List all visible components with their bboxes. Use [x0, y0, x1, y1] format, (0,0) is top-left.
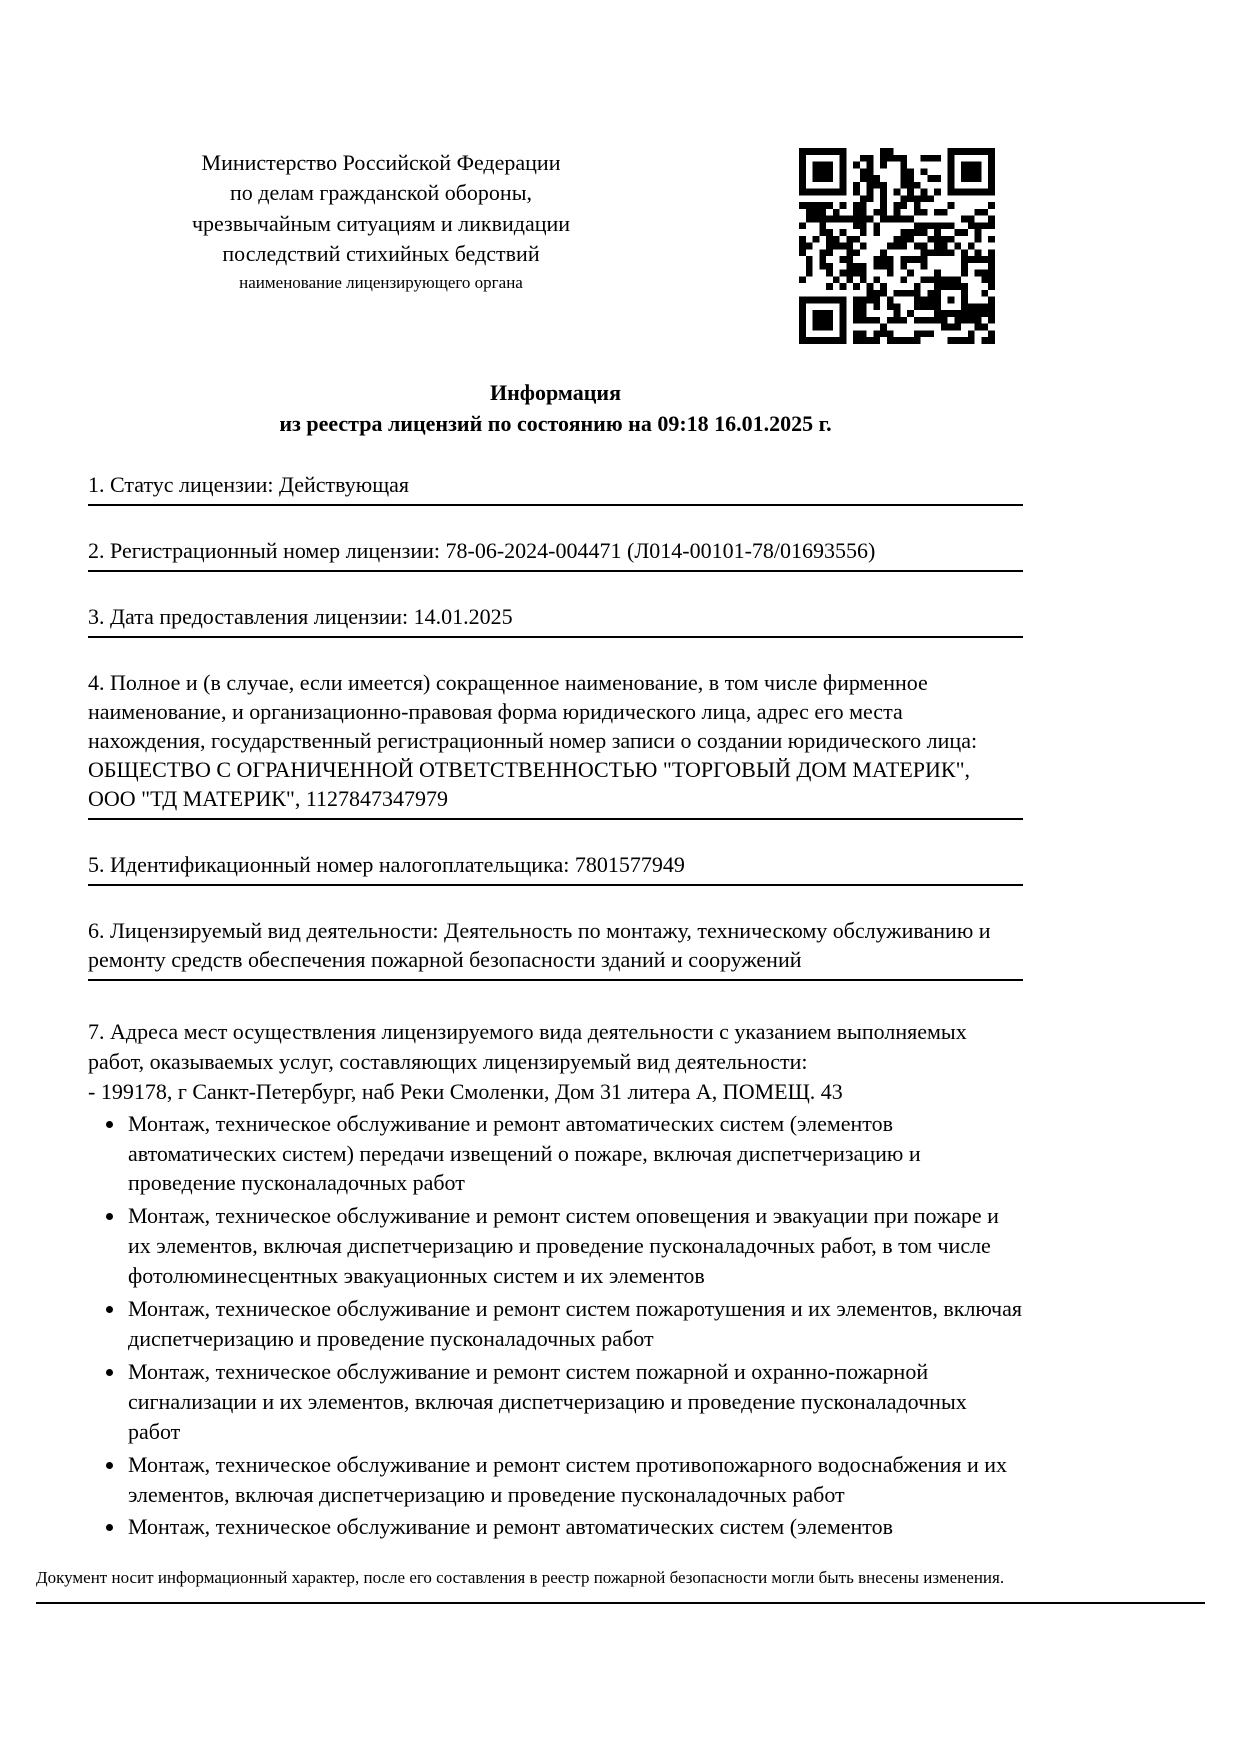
title-line-1: Информация: [489, 380, 621, 405]
addresses-intro: 7. Адреса мест осуществления лицензируемого вида деятельности с указанием выполняемых работ, оказываемых услуг, составляющих лицензируемый вид деятельности:: [88, 1018, 967, 1074]
work-item: • Монтаж, техническое обслуживание и ремонт автоматических систем (элементов автоматических систем) передачи извещений о пожаре, включая диспетчеризацию и проведение пусконаладочных работ: [126, 1109, 1023, 1199]
ministry-line: чрезвычайным ситуациям и ликвидации: [191, 210, 571, 236]
footer-disclaimer: Документ носит информационный характер, после его составления в реестр пожарной безопасности могли быть внесены изменения.: [36, 1567, 1205, 1604]
field-organization-name: 4. Полное и (в случае, если имеется) сокращенное наименование, в том числе фирменное наименование, и организационно-правовая форма юридического лица, адрес его места нахождения, государственный регистрационный номер записи о создании юридического лица: ОБЩЕСТВО С ОГРАНИЧЕННОЙ ОТВЕТСТВЕННОСТЬЮ "ТОРГОВЫЙ ДОМ МАТЕРИК", ООО "ТД МАТЕРИК", 1127847347979: [88, 668, 1023, 820]
field-taxpayer-number: 5. Идентификационный номер налогоплательщика: 7801577949: [88, 850, 1023, 886]
licensing-authority-name: [116, 148, 646, 295]
title-line-2: из реестра лицензий по состоянию на 09:18 16.01.2025 г.: [279, 410, 832, 436]
address-line: - 199178, г Санкт-Петербург, наб Реки Смоленки, Дом 31 литера А, ПОМЕЩ. 43: [88, 1078, 843, 1104]
ministry-line: последствий стихийных бедствий: [222, 241, 540, 267]
ministry-caption: наименование лицензирующего органа: [239, 273, 523, 293]
qr-code: [799, 148, 995, 344]
works-list: [88, 1109, 1023, 1543]
document-header: [88, 148, 1023, 344]
work-item: • Монтаж, техническое обслуживание и ремонт автоматических систем (элементов: [126, 1512, 1023, 1542]
page-title: [88, 378, 1023, 440]
field-grant-date: 3. Дата предоставления лицензии: 14.01.2025: [88, 602, 1023, 638]
work-item: • Монтаж, техническое обслуживание и ремонт систем пожаротушения и их элементов, включая диспетчеризацию и проведение пусконаладочных работ: [126, 1294, 1023, 1354]
ministry-line: по делам гражданской обороны,: [230, 180, 532, 206]
ministry-line: Министерство Российской Федерации: [201, 150, 561, 175]
work-item: • Монтаж, техническое обслуживание и ремонт систем оповещения и эвакуации при пожаре и их элементов, включая диспетчеризацию и проведение пусконаладочных работ, в том числе фотолюминесцентных эвакуационных систем и их элементов: [126, 1201, 1023, 1291]
field-license-status: 1. Статус лицензии: Действующая: [88, 470, 1023, 506]
field-registration-number: 2. Регистрационный номер лицензии: 78-06-2024-004471 (Л014-00101-78/01693556): [88, 536, 1023, 572]
work-item: • Монтаж, техническое обслуживание и ремонт систем пожарной и охранно-пожарной сигнализации и их элементов, включая диспетчеризацию и проведение пусконаладочных работ: [126, 1357, 1023, 1447]
field-licensed-activity: 6. Лицензируемый вид деятельности: Деятельность по монтажу, техническому обслуживанию и ремонту средств обеспечения пожарной безопасности зданий и сооружений: [88, 916, 1023, 981]
work-item: • Монтаж, техническое обслуживание и ремонт систем противопожарного водоснабжения и их элементов, включая диспетчеризацию и проведение пусконаладочных работ: [126, 1450, 1023, 1510]
section-activity-addresses: [88, 1017, 1023, 1542]
